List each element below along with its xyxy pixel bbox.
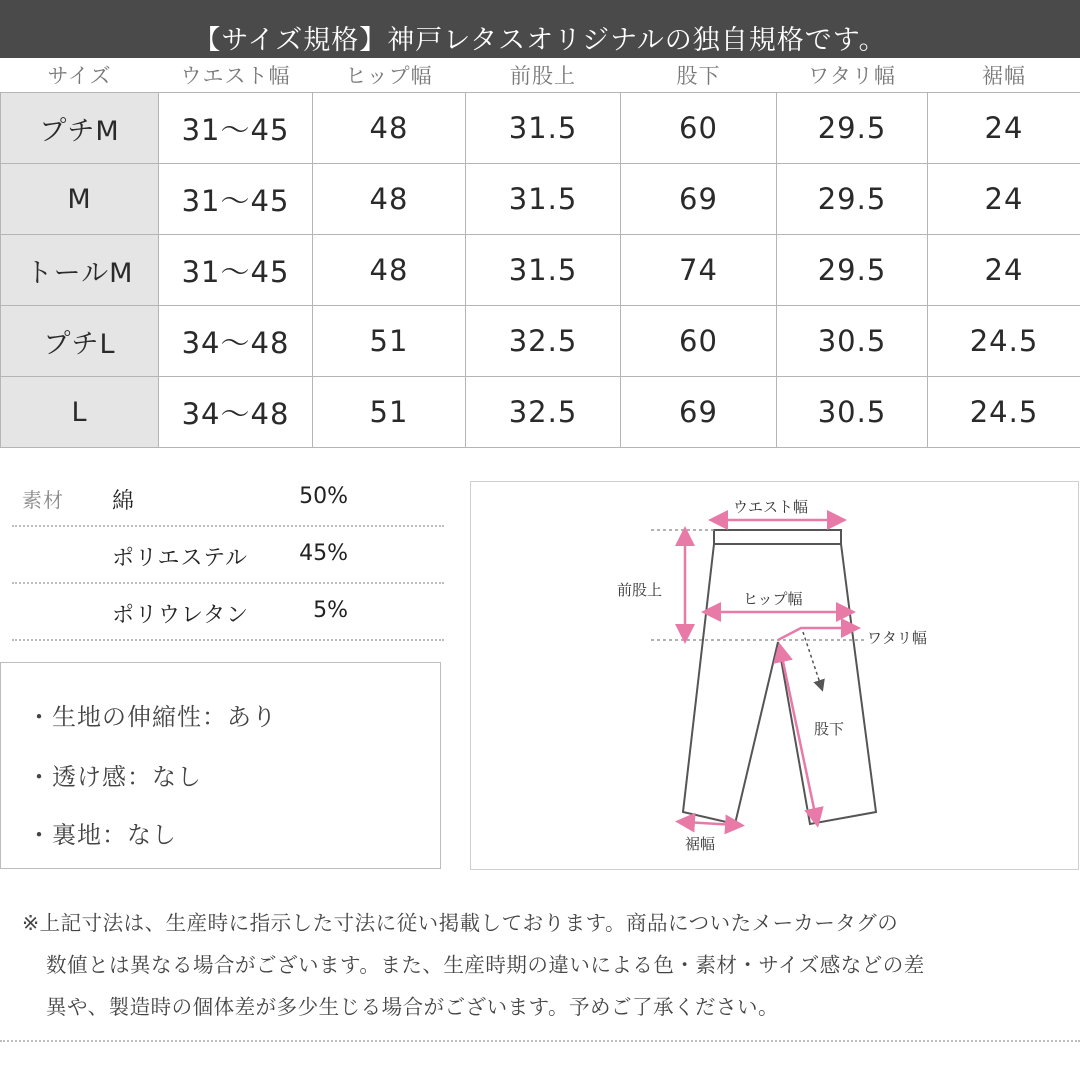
measurement-diagram	[470, 481, 1079, 870]
table-cell: 60	[621, 306, 777, 377]
size-label: プチM	[1, 93, 159, 164]
header-front-rise: 前股上	[510, 64, 576, 88]
material-row	[12, 527, 444, 584]
table-cell: 31.5	[466, 235, 621, 306]
table-cell: 24.5	[928, 377, 1080, 448]
table-row	[1, 235, 1080, 306]
table-cell: 31〜45	[159, 235, 313, 306]
table-cell: 31.5	[466, 164, 621, 235]
table-cell: 60	[621, 93, 777, 164]
material-percent: 50%	[299, 484, 348, 509]
label-waist: ウエスト幅	[733, 498, 809, 516]
header-hip: ヒップ幅	[345, 64, 433, 88]
table-cell: 34〜48	[159, 306, 313, 377]
table-row	[1, 377, 1080, 448]
table-cell: 34〜48	[159, 377, 313, 448]
label-thigh: ワタリ幅	[867, 629, 927, 647]
table-cell: 48	[313, 235, 466, 306]
table-cell: 24	[928, 93, 1080, 164]
header-size: サイズ	[47, 64, 112, 88]
feature-lining: ・裏地：なし	[27, 821, 177, 849]
note-line: 異や、製造時の個体差が多少生じる場合がございます。予めご了承ください。	[46, 995, 779, 1019]
divider	[0, 1040, 1080, 1042]
material-name: ポリエステル	[112, 546, 249, 571]
size-label: L	[1, 377, 159, 448]
table-row	[1, 164, 1080, 235]
table-cell: 51	[313, 377, 466, 448]
table-cell: 30.5	[777, 306, 928, 377]
material-name: ポリウレタン	[112, 603, 250, 628]
table-cell: 32.5	[466, 306, 621, 377]
table-cell: 48	[313, 93, 466, 164]
disclaimer-note	[22, 902, 1067, 1028]
table-cell: 24.5	[928, 306, 1080, 377]
table-cell: 31〜45	[159, 164, 313, 235]
label-front-rise: 前股上	[617, 581, 663, 599]
table-cell: 29.5	[777, 235, 928, 306]
table-cell: 74	[621, 235, 777, 306]
size-table	[0, 58, 1080, 448]
table-cell: 29.5	[777, 164, 928, 235]
size-table-header	[1, 58, 1080, 93]
size-label: トールM	[1, 235, 159, 306]
material-label: 素材	[22, 488, 64, 512]
size-spec-banner	[0, 0, 1080, 58]
material-name: 綿	[112, 489, 136, 514]
pants-diagram-svg	[471, 482, 1078, 869]
label-inseam: 股下	[814, 720, 845, 738]
table-cell: 69	[621, 164, 777, 235]
table-cell: 31〜45	[159, 93, 313, 164]
table-cell: 69	[621, 377, 777, 448]
material-percent: 5%	[313, 598, 348, 623]
header-inseam: 股下	[676, 64, 721, 88]
header-waist: ウエスト幅	[180, 64, 291, 88]
header-thigh: ワタリ幅	[808, 64, 896, 88]
feature-transparency: ・透け感：なし	[27, 763, 202, 791]
label-hem: 裾幅	[685, 835, 716, 853]
size-label: M	[1, 164, 159, 235]
table-cell: 30.5	[777, 377, 928, 448]
size-label: プチL	[1, 306, 159, 377]
table-row	[1, 93, 1080, 164]
table-cell: 24	[928, 164, 1080, 235]
table-cell: 24	[928, 235, 1080, 306]
note-line: 数値とは異なる場合がございます。また、生産時期の違いによる色・素材・サイズ感などの差	[46, 953, 925, 977]
table-cell: 48	[313, 164, 466, 235]
material-section	[12, 470, 444, 641]
table-row	[1, 306, 1080, 377]
header-hem: 裾幅	[982, 64, 1026, 88]
fabric-features-box	[0, 662, 441, 869]
material-row	[12, 470, 444, 527]
table-cell: 31.5	[466, 93, 621, 164]
pants-outline	[683, 530, 876, 824]
table-cell: 29.5	[777, 93, 928, 164]
table-cell: 51	[313, 306, 466, 377]
table-cell: 32.5	[466, 377, 621, 448]
material-row	[12, 584, 444, 641]
banner-text: 【サイズ規格】神戸レタスオリジナルの独自規格です。	[193, 25, 887, 56]
feature-stretch: ・生地の伸縮性：あり	[27, 703, 277, 731]
note-line: ※上記寸法は、生産時に指示した寸法に従い掲載しております。商品についたメーカータグの	[22, 911, 899, 935]
label-hip: ヒップ幅	[743, 590, 803, 608]
material-percent: 45%	[299, 541, 348, 566]
